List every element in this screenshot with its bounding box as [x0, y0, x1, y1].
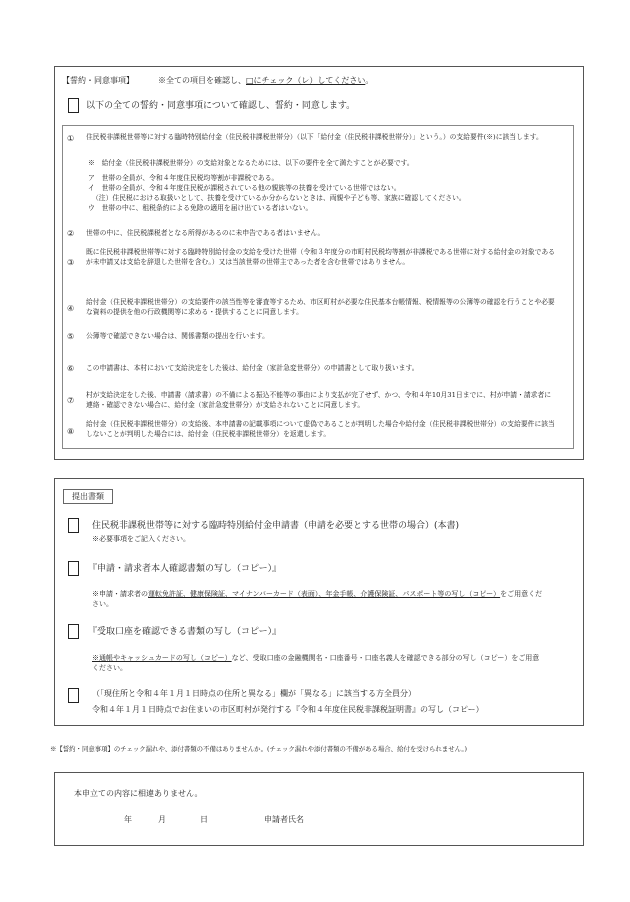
item-text-2: 世帯の中に、住民税課税者となる所得があるのに未申告である者はいません。 — [86, 229, 325, 237]
item-num-4: ④ — [67, 304, 75, 313]
declaration-section — [54, 772, 584, 846]
doc3-title: 『受取口座を確認できる書類の写し（コピー）』 — [88, 627, 282, 637]
agree-all-label: 以下の全ての誓約・同意事項について確認し、誓約・同意します。 — [86, 101, 356, 111]
doc2-note — [92, 590, 546, 609]
declaration-month: 月 — [158, 815, 166, 824]
item-text-4: 給付金（住民税非課税世帯分）の支給要件の該当性等を審査等するため、市区町村が必要な住民基本台帳情報、税情報等の公簿等の確認を行うことや必要な資料の提供を他の行政機関等に求める・提供することに同意します。 — [86, 298, 555, 316]
doc4-line2: 令和４年１月１日時点でお住まいの市区町村が発行する『令和４年度住民税非課税証明書』の写し（コピー） — [92, 705, 484, 714]
item-text-5: 公簿等で確認できない場合は、関係書類の提出を行います。 — [86, 332, 269, 340]
req-note2: （注）住民税における取扱いとして、扶養を受けているか分からないときは、両親や子ども等、家族に確認してください。 — [92, 194, 466, 202]
pledge-instruction — [158, 75, 373, 86]
item-num-8: ⑧ — [67, 427, 75, 436]
req-i: イ 世帯の全員が、令和４年度住民税が課税されている他の親族等の扶養を受けている世帯ではない。 — [88, 184, 401, 192]
doc4-line1: （「現住所と令和４年１月１日時点の住所と異なる」欄が「異なる」に該当する方全員分） — [92, 689, 416, 698]
doc4-checkbox[interactable] — [68, 688, 79, 703]
item-num-5: ⑤ — [67, 332, 75, 341]
item-text-1: 住民税非課税世帯等に対する臨時特別給付金（住民税非課税世帯分）（以下「給付金（住民税非課税世帯分）」という。）の支給要件(※)に該当します。 — [86, 133, 543, 141]
req-a: ア 世帯の全員が、令和４年度住民税均等割が非課税である。 — [88, 174, 279, 182]
agree-all-checkbox[interactable] — [68, 98, 79, 113]
doc3-checkbox[interactable] — [68, 624, 79, 639]
item-num-7: ⑦ — [67, 396, 75, 405]
declaration-text: 本申立ての内容に相違ありません。 — [74, 789, 203, 798]
item-text-3: 既に住民税非課税世帯等に対する臨時特別給付金の支給を受けた世帯（令和３年度分の市町村民税均等割が非課税である世帯に対する給付金の対象であるが未申請又は支給を辞退した世帯を含む。）又は当該世帯の世帯主であった者を含む世帯ではありません。 — [86, 248, 555, 266]
item-num-6: ⑥ — [67, 364, 75, 373]
doc2-note-prefix: ※申請・請求者の — [92, 590, 148, 598]
documents-heading: 提出書類 — [63, 489, 113, 504]
instruction-prefix: ※全ての項目を確認し、 — [158, 76, 246, 85]
declaration-day: 日 — [200, 815, 208, 824]
doc2-note-suffix: をご用意ください。 — [92, 590, 543, 608]
instruction-link: □にチェック（レ）してください — [246, 76, 366, 85]
doc3-note-passbook: ※通帳やキャッシュカードの写し（コピー） — [92, 654, 232, 662]
pledge-heading: 【誓約・同意事項】 — [62, 76, 134, 85]
footer-note: ※【誓約・同意事項】のチェック漏れや、添付書類の不備はありませんか。(チェック漏れや添付書類の不備がある場合、給付を受けられません。) — [50, 745, 468, 753]
item-text-6: この申請書は、本村において支給決定をした後は、給付金（家計急変世帯分）の申請書として取り扱います。 — [86, 364, 419, 372]
item-text-8: 給付金（住民税非課税世帯分）の支給後、本申請書の記載事項について虚偽であることが判明した場合や給付金（住民税非課税世帯分）の支給要件に該当しないことが判明した場合には、給付金（住民税非課税世帯分）を返還します。 — [86, 420, 555, 438]
applicant-name-label: 申請者氏名 — [264, 815, 304, 824]
doc2-checkbox[interactable] — [68, 561, 79, 576]
req-note: ※ 給付金（住民税非課税世帯分）の支給対象となるためには、以下の要件を全て満たすことが必要です。 — [88, 159, 414, 167]
item-num-1: ① — [67, 134, 75, 143]
doc1-checkbox[interactable] — [68, 518, 79, 533]
doc3-note-suffix: など、受取口座の金融機関名・口座番号・口座名義人を確認できる部分の写し（コピー）をご用意ください。 — [92, 654, 540, 672]
item-text-7: 村が支給決定をした後、申請書（請求書）の不備による振込不能等の事由により支払が完了せず、かつ、令和４年10月31日までに、村が申請・請求者に連絡・確認できない場合に、給付金（家計急変世帯分）が支給されないことに同意します。 — [86, 391, 552, 409]
item-num-2: ② — [67, 229, 75, 238]
declaration-year: 年 — [124, 815, 132, 824]
doc2-note-ids: 運転免許証、健康保険証、マイナンバーカード（表面）、年金手帳、介護保険証、パスポート等の写し（コピー） — [148, 590, 501, 598]
instruction-suffix: 。 — [365, 76, 374, 85]
doc3-note — [92, 654, 546, 673]
item-num-3: ③ — [67, 258, 75, 267]
doc1-title: 住民税非課税世帯等に対する臨時特別給付金申請書（申請を必要とする世帯の場合）(本書) — [92, 521, 460, 531]
doc1-note: ※必要事項をご記入ください。 — [92, 535, 190, 543]
req-u: ウ 世帯の中に、租税条約による免除の適用を届け出ている者はいない。 — [88, 204, 313, 212]
doc2-title: 『申請・請求者本人確認書類の写し（コピー）』 — [88, 564, 282, 574]
